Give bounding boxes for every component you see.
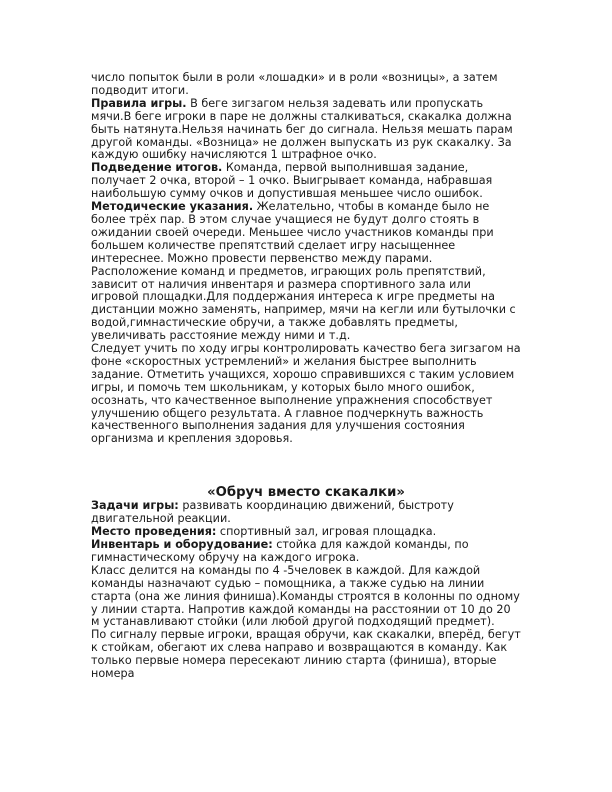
paragraph-method: [91, 201, 521, 266]
paragraph-tasks: [91, 500, 521, 526]
equipment-label: Инвентарь и оборудование:: [91, 538, 273, 551]
section-gap: [91, 446, 521, 485]
equipment-text: стойка для каждой команды, по гимнастическому обручу на каждого игрока.: [91, 538, 469, 564]
document-body: [91, 72, 521, 681]
paragraph-results: [91, 162, 521, 201]
results-label: Подведение итогов.: [91, 161, 223, 175]
paragraph-location: Расположение команд и предметов, играющих роль препятствий, зависит от наличия инвентаря и размера спортивного зала или игровой площадки.Для поддержания интереса к игре предметы на дистанции можно заменять, например, мячи на кегли или бутылочки с водой,гимнастические обручи, а также добавлять предметы, увеличивать расстояние между ними и т.д.: [91, 264, 516, 343]
rules-text: В беге зигзагом нельзя задевать или пропускать мячи.В беге игроки в паре не должны сталкиваться, скакалка должна быть натянута.Нельзя начинать бег до сигнала. Нельзя мешать парам другой команды. «Возница» не должен выпускать из рук скакалку. За каждую ошибку начисляются 1 штрафное очко.: [91, 96, 513, 162]
paragraph-intro: число попыток были в роли «лошадки» и в роли «возницы», а затем подводит итоги.: [91, 71, 498, 97]
tasks-label: Задачи игры:: [91, 499, 179, 513]
place-text: спортивный зал, игровая площадка.: [216, 525, 437, 539]
paragraph-rules: [91, 98, 521, 163]
place-label: Место проведения:: [91, 525, 217, 539]
method-text: Желательно, чтобы в команде было не более трёх пар. В этом случае учащиеся не будут долго стоять в ожидании своей очереди. Меньшее число участников команды при большем количестве препятствий сделает игру насыщеннее интереснее. Можно провести первенство между парами.: [91, 200, 494, 265]
paragraph-setup: Класс делится на команды по 4 -5человек в каждой. Для каждой команды назначают судью – помощника, а также судью на линии старта (она же линия финиша).Команды строятся в колонны по одному у линии старта. Напротив каждой команды на расстоянии от 10 до 20 м устанавливают стойки (или любой другой подходящий предмет).: [91, 563, 520, 629]
method-label: Методические указания.: [91, 200, 254, 214]
tasks-text: развивать координацию движений, быстроту двигательной реакции.: [91, 499, 454, 526]
results-text: Команда, первой выполнившая задание, получает 2 очка, второй – 1 очко. Выигрывает команда, набравшая наибольшую сумму очков и допустившая меньшее число ошибок.: [91, 161, 493, 201]
paragraph-signal: По сигналу первые игроки, вращая обручи, как скакалки, вперёд, бегут к стойкам, обегают их слева направо и возвращаются в команду. Как только первые номера пересекают линию старта (финиша), вторые номера: [91, 628, 521, 681]
rules-label: Правила игры.: [91, 96, 187, 110]
paragraph-teaching: Следует учить по ходу игры контролировать качество бега зигзагом на фоне «скоростных устремлений» и желания быстрее выполнить задание. Отметить учащихся, хорошо справившихся с таким условием игры, и помочь тем школьникам, у которых было много ошибок, осознать, что качественное выполнение упражнения способствует улучшению общего результата. А главное подчеркнуть важность качественного выполнения задания для улучшения состояния организма и крепления здоровья.: [91, 342, 521, 446]
game-title: «Обруч вместо скакалки»: [207, 485, 405, 501]
paragraph-equipment: [91, 539, 521, 565]
